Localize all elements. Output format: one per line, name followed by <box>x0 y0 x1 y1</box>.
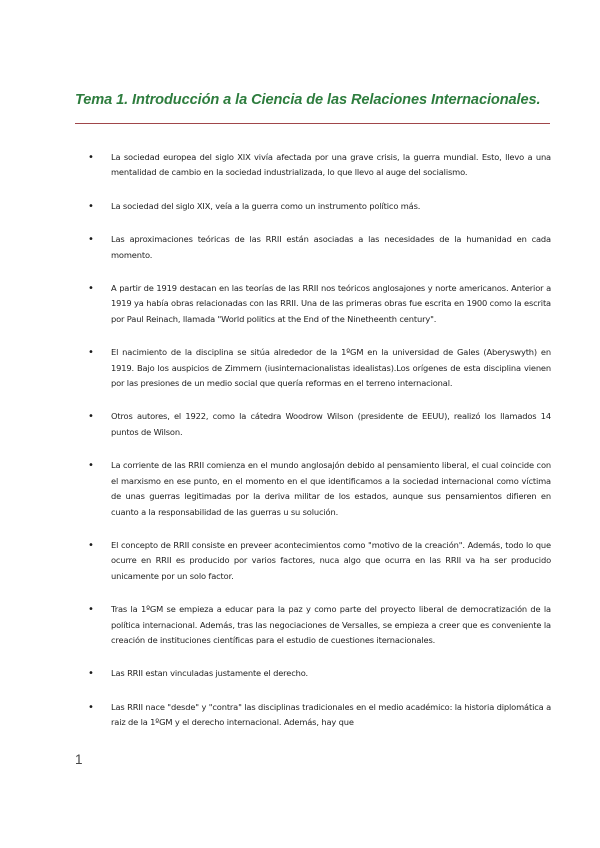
page-number: 1 <box>75 752 83 767</box>
list-item <box>88 281 551 327</box>
list-item-text: La sociedad europea del siglo XIX vivía afectada por una grave crisis, la guerra mundial. Esto, llevo a una mentalidad de cambio en la sociedad industrializada, lo que llevo al auge del socialismo. <box>111 152 551 178</box>
list-item <box>88 150 551 181</box>
list-item <box>88 409 551 440</box>
list-item-text: Las RRII nace "desde" y "contra" las disciplinas tradicionales en el medio académico: la historia diplomática a raiz de la 1ºGM y el derecho internacional. Además, hay que <box>111 701 551 728</box>
bullet-icon: • <box>88 668 94 680</box>
title-divider <box>75 123 550 124</box>
bullet-icon: • <box>88 604 94 616</box>
list-item <box>88 199 551 214</box>
list-item-text: Las RRII estan vinculadas justamente el derecho. <box>111 668 308 679</box>
list-item-text: La corriente de las RRII comienza en el mundo anglosajón debido al pensamiento liberal, el cual coincide con el marxismo en ese punto, en el momento en el que identificamos a la sociedad internacional como víctima de unas guerras legitimadas por la deriva militar de los estados, aunque sus pensamientos difieren en cuanto a la responsabilidad de las guerras u su solución. <box>111 460 551 517</box>
list-item <box>88 700 551 731</box>
bullet-icon: • <box>88 200 94 212</box>
bullet-list <box>88 150 551 749</box>
list-item <box>88 666 551 681</box>
list-item-text: El concepto de RRII consiste en preveer acontecimientos como "motivo de la creación". Además, todo lo que ocurre en RRII es producido por varios factores, nuca algo que ocurra en las RRII va ha ser producido unicamente por un solo factor. <box>111 539 551 581</box>
list-item <box>88 458 551 520</box>
list-item <box>88 345 551 391</box>
bullet-icon: • <box>88 411 94 423</box>
list-item-text: Las aproximaciones teóricas de las RRII están asociadas a las necesidades de la humanidad en cada momento. <box>111 234 551 260</box>
page-title: Tema 1. Introducción a la Ciencia de las Relaciones Internacionales. <box>75 92 541 108</box>
list-item-text: A partir de 1919 destacan en las teorías de las RRII nos teóricos anglosajones y norte americanos. Anterior a 1919 ya había obras relacionadas con las RRII. Una de las primeras obras fue escrita en 1900 como la escrita por Paul Reinach, llamada "World politics at the End of the Ninetheenth century". <box>111 283 551 324</box>
bullet-icon: • <box>88 347 94 359</box>
list-item <box>88 602 551 648</box>
list-item-text: La sociedad del siglo XIX, veía a la guerra como un instrumento político más. <box>111 200 421 211</box>
list-item <box>88 232 551 263</box>
list-item <box>88 538 551 584</box>
bullet-icon: • <box>88 701 94 713</box>
bullet-icon: • <box>88 283 94 295</box>
bullet-icon: • <box>88 539 94 551</box>
bullet-icon: • <box>88 152 94 163</box>
list-item-text: Otros autores, el 1922, como la cátedra Woodrow Wilson (presidente de EEUU), realizó los llamados 14 puntos de Wilson. <box>111 411 551 437</box>
bullet-icon: • <box>88 460 94 472</box>
list-item-text: Tras la 1ºGM se empieza a educar para la paz y como parte del proyecto liberal de democratización de la política internacional. Además, tras las negociaciones de Versalles, se empieza a creer que es conveniente la creación de instituciones científicas para el estudio de cuestiones iternacionales. <box>111 604 551 645</box>
bullet-icon: • <box>88 234 94 246</box>
list-item-text: El nacimiento de la disciplina se sitúa alrededor de la 1ºGM en la universidad de Gales (Aberyswyth) en 1919. Bajo los auspicios de Zimmern (iusinternacionalistas idealistas).Los orígenes de esta disciplina vienen por las presiones de un medio social que quería reformas en el terreno internacional. <box>111 347 551 389</box>
